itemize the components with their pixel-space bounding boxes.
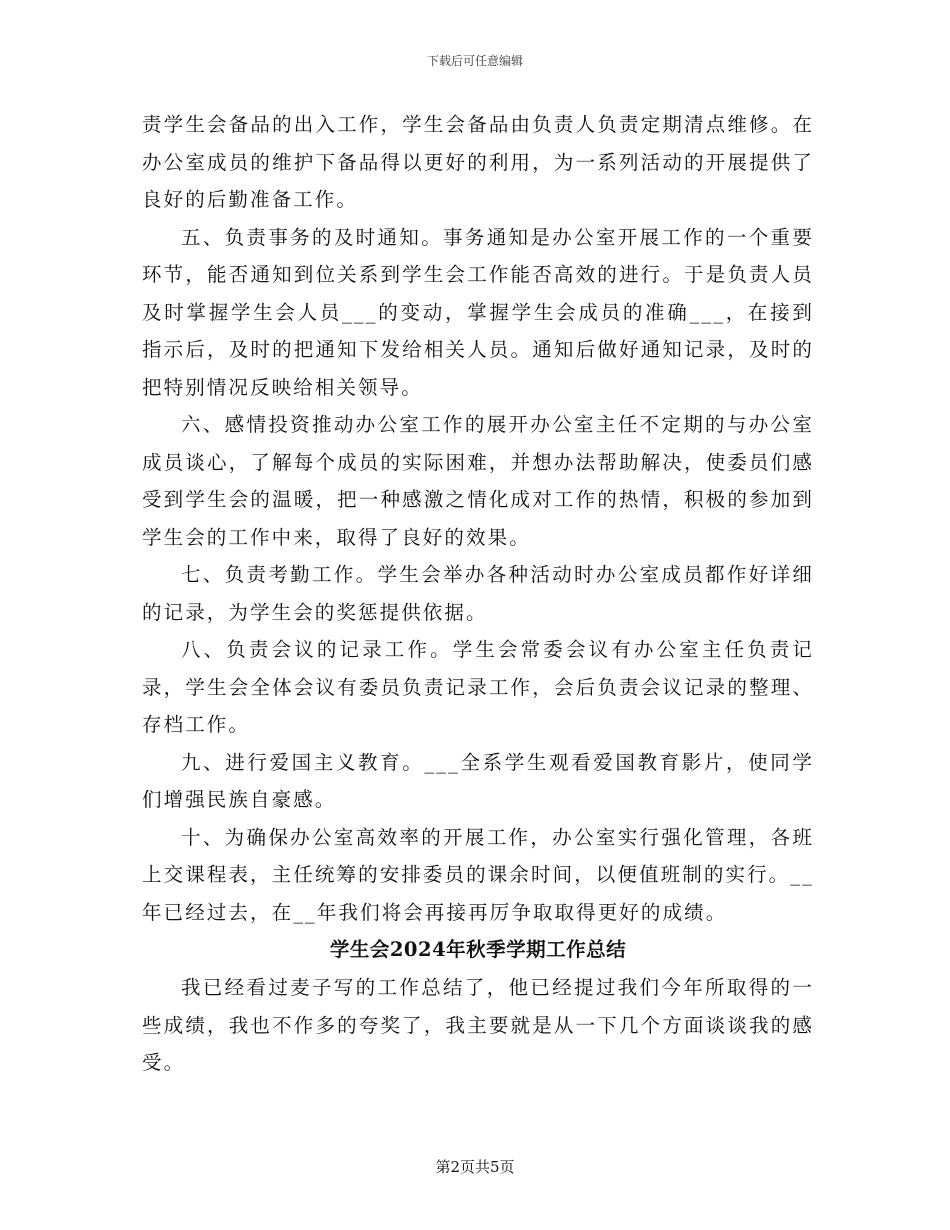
document-body — [142, 106, 814, 1082]
paragraph-item-9: 九、进行爱国主义教育。___全系学生观看爱国教育影片，使同学们增强民族自豪感。 — [142, 750, 814, 811]
section-title: 学生会2024年秋季学期工作总结 — [329, 938, 627, 961]
paragraph-item-10: 十、为确保办公室高效率的开展工作，办公室实行强化管理，各班上交课程表，主任统筹的安排委员的课余时间，以便值班制的实行。__年已经过去，在__年我们将会再接再厉争取取得更好的成绩。 — [142, 825, 814, 924]
section-paragraph: 我已经看过麦子写的工作总结了，他已经提过我们今年所取得的一些成绩，我也不作多的夸奖了，我主要就是从一下几个方面谈谈我的感受。 — [142, 976, 814, 1074]
header-note: 下载后可任意编辑 — [426, 54, 523, 68]
paragraph-item-7: 七、负责考勤工作。学生会举办各种活动时办公室成员都作好详细的记录，为学生会的奖惩提供依据。 — [142, 563, 814, 624]
page-number-footer: 第2页共5页 — [435, 1158, 515, 1176]
paragraph-item-6: 六、感情投资推动办公室工作的展开办公室主任不定期的与办公室成员谈心，了解每个成员的实际困难，并想办法帮助解决，使委员们感受到学生会的温暖，把一种感激之情化成对工作的热情，积极的参加到学生会的工作中来，取得了良好的效果。 — [142, 413, 814, 549]
paragraph-item-5: 五、负责事务的及时通知。事务通知是办公室开展工作的一个重要环节，能否通知到位关系到学生会工作能否高效的进行。于是负责人员及时掌握学生会人员___的变动，掌握学生会成员的准确___，在接到指示后，及时的把通知下发给相关人员。通知后做好通知记录，及时的把特别情况反映给相关领导。 — [142, 225, 814, 399]
paragraph-item-8: 八、负责会议的记录工作。学生会常委会议有办公室主任负责记录，学生会全体会议有委员负责记录工作，会后负责会议记录的整理、存档工作。 — [142, 638, 814, 736]
paragraph-continued: 责学生会备品的出入工作，学生会备品由负责人负责定期清点维修。在办公室成员的维护下备品得以更好的利用，为一系列活动的开展提供了良好的后勤准备工作。 — [142, 113, 814, 211]
